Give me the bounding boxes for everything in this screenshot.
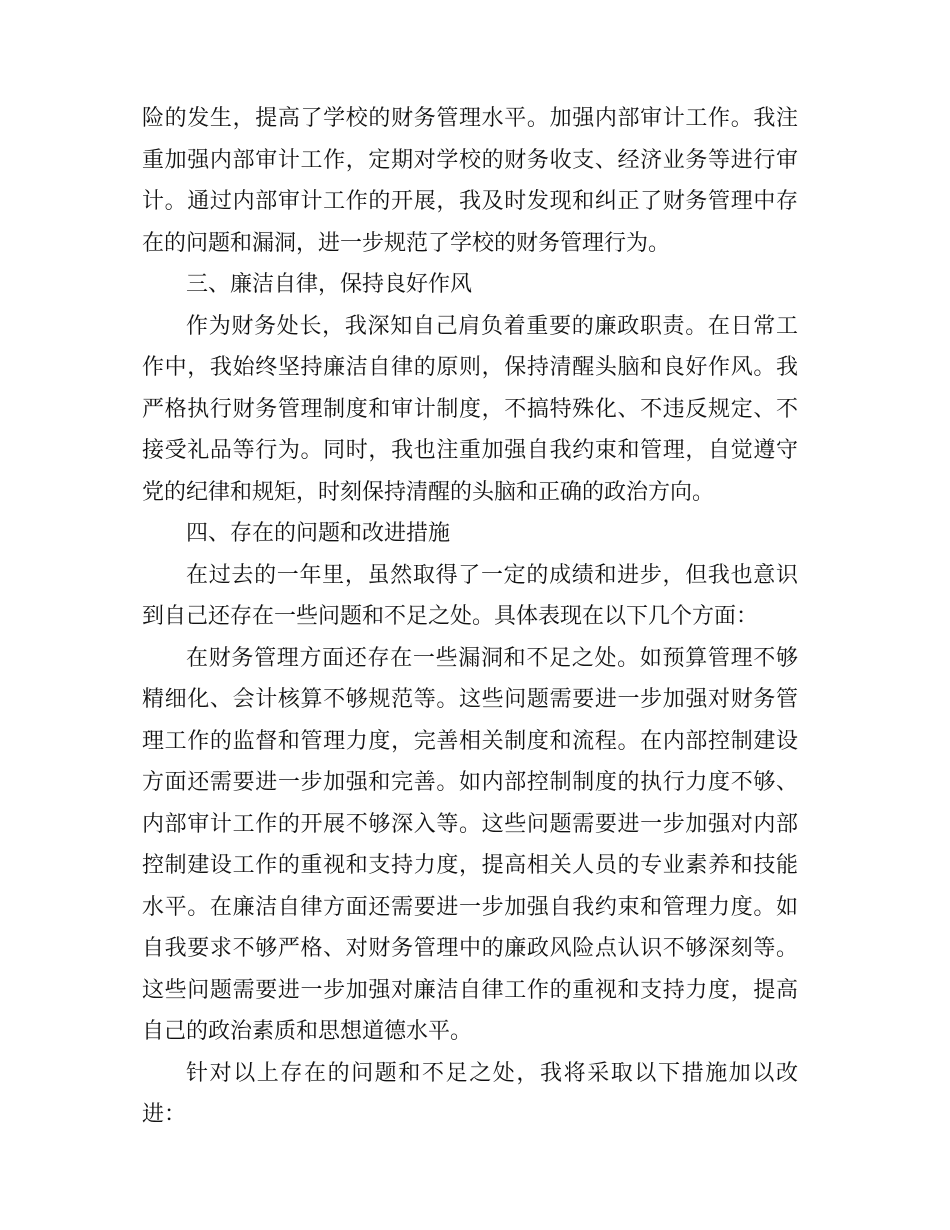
document-body [142, 98, 798, 1136]
paragraph-audit-continuation: 险的发生，提高了学校的财务管理水平。加强内部审计工作。我注重加强内部审计工作，定期对学校的财务收支、经济业务等进行审计。通过内部审计工作的开展，我及时发现和纠正了财务管理中存在的问题和漏洞，进一步规范了学校的财务管理行为。 [142, 106, 798, 256]
paragraph-measures-intro: 针对以上存在的问题和不足之处，我将采取以下措施加以改进： [142, 1060, 798, 1127]
section-heading-integrity: 三、廉洁自律，保持良好作风 [186, 272, 473, 297]
paragraph-problems-intro: 在过去的一年里，虽然取得了一定的成绩和进步，但我也意识到自己还存在一些问题和不足之处。具体表现在以下几个方面： [142, 562, 798, 629]
section-heading-problems: 四、存在的问题和改进措施 [186, 521, 451, 546]
paragraph-integrity: 作为财务处长，我深知自己肩负着重要的廉政职责。在日常工作中，我始终坚持廉洁自律的原则，保持清醒头脑和良好作风。我严格执行财务管理制度和审计制度，不搞特殊化、不违反规定、不接受礼品等行为。同时，我也注重加强自我约束和管理，自觉遵守党的纪律和规矩，时刻保持清醒的头脑和正确的政治方向。 [142, 313, 798, 505]
paragraph-problems-detail: 在财务管理方面还存在一些漏洞和不足之处。如预算管理不够精细化、会计核算不够规范等。这些问题需要进一步加强对财务管理工作的监督和管理力度，完善相关制度和流程。在内部控制建设方面还需要进一步加强和完善。如内部控制制度的执行力度不够、内部审计工作的开展不够深入等。这些问题需要进一步加强对内部控制建设工作的重视和支持力度，提高相关人员的专业素养和技能水平。在廉洁自律方面还需要进一步加强自我约束和管理力度。如自我要求不够严格、对财务管理中的廉政风险点认识不够深刻等。这些问题需要进一步加强对廉洁自律工作的重视和支持力度，提高自己的政治素质和思想道德水平。 [142, 645, 798, 1044]
